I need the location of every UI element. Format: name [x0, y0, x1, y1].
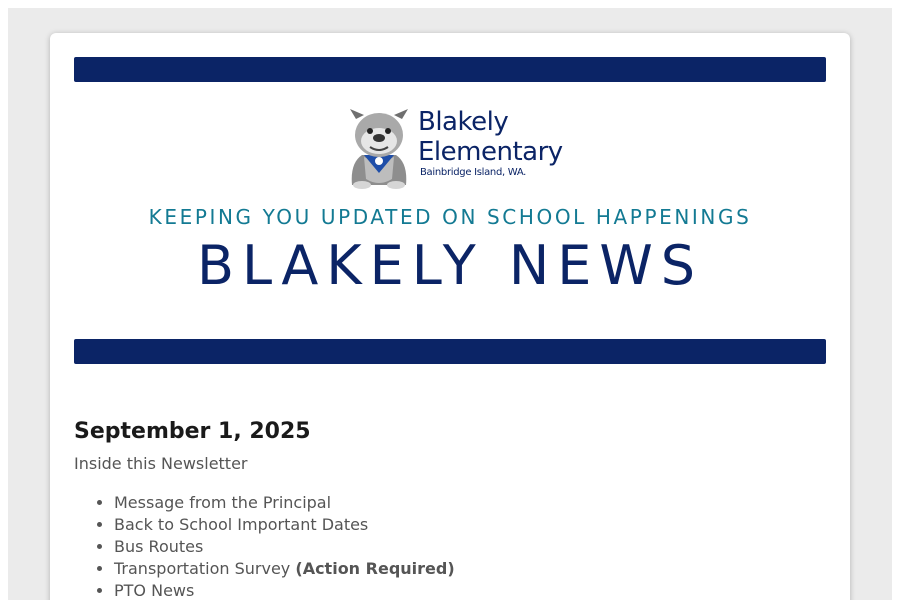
- toc-item-label: Back to School Important Dates: [114, 515, 369, 534]
- toc-item-bus-routes: [114, 536, 826, 558]
- toc-item-important-dates: [114, 514, 826, 536]
- newsletter-body: [74, 418, 826, 600]
- toc-item-transportation-survey: [114, 558, 826, 580]
- logo-wordmark: [418, 107, 563, 179]
- newsletter-card: [50, 33, 850, 600]
- logo-name-line2: Elementary: [418, 137, 563, 167]
- toc-item-label: PTO News: [114, 581, 195, 600]
- action-required-note: (Action Required): [295, 559, 455, 578]
- newsletter-title: BLAKELY NEWS: [196, 234, 704, 297]
- bulldog-mascot-icon: [344, 105, 414, 189]
- logo-location: Bainbridge Island, WA.: [420, 167, 527, 178]
- toc-item-label: Bus Routes: [114, 537, 204, 556]
- newsletter-date: September 1, 2025: [74, 419, 311, 444]
- header-bottom-band: [74, 339, 826, 364]
- header-top-band: [74, 57, 826, 82]
- toc-item-principal-message: [114, 492, 826, 514]
- toc-list: [74, 492, 826, 600]
- newsletter-tagline: KEEPING YOU UPDATED ON SCHOOL HAPPENINGS: [148, 205, 752, 229]
- toc-heading: Inside this Newsletter: [74, 454, 248, 473]
- toc-item-label: Transportation Survey: [114, 559, 291, 578]
- toc-item-pto-news: [114, 580, 826, 600]
- school-logo[interactable]: [344, 105, 563, 189]
- toc-item-label: Message from the Principal: [114, 493, 332, 512]
- email-viewport: [8, 8, 892, 600]
- logo-name-line1: Blakely: [418, 107, 509, 137]
